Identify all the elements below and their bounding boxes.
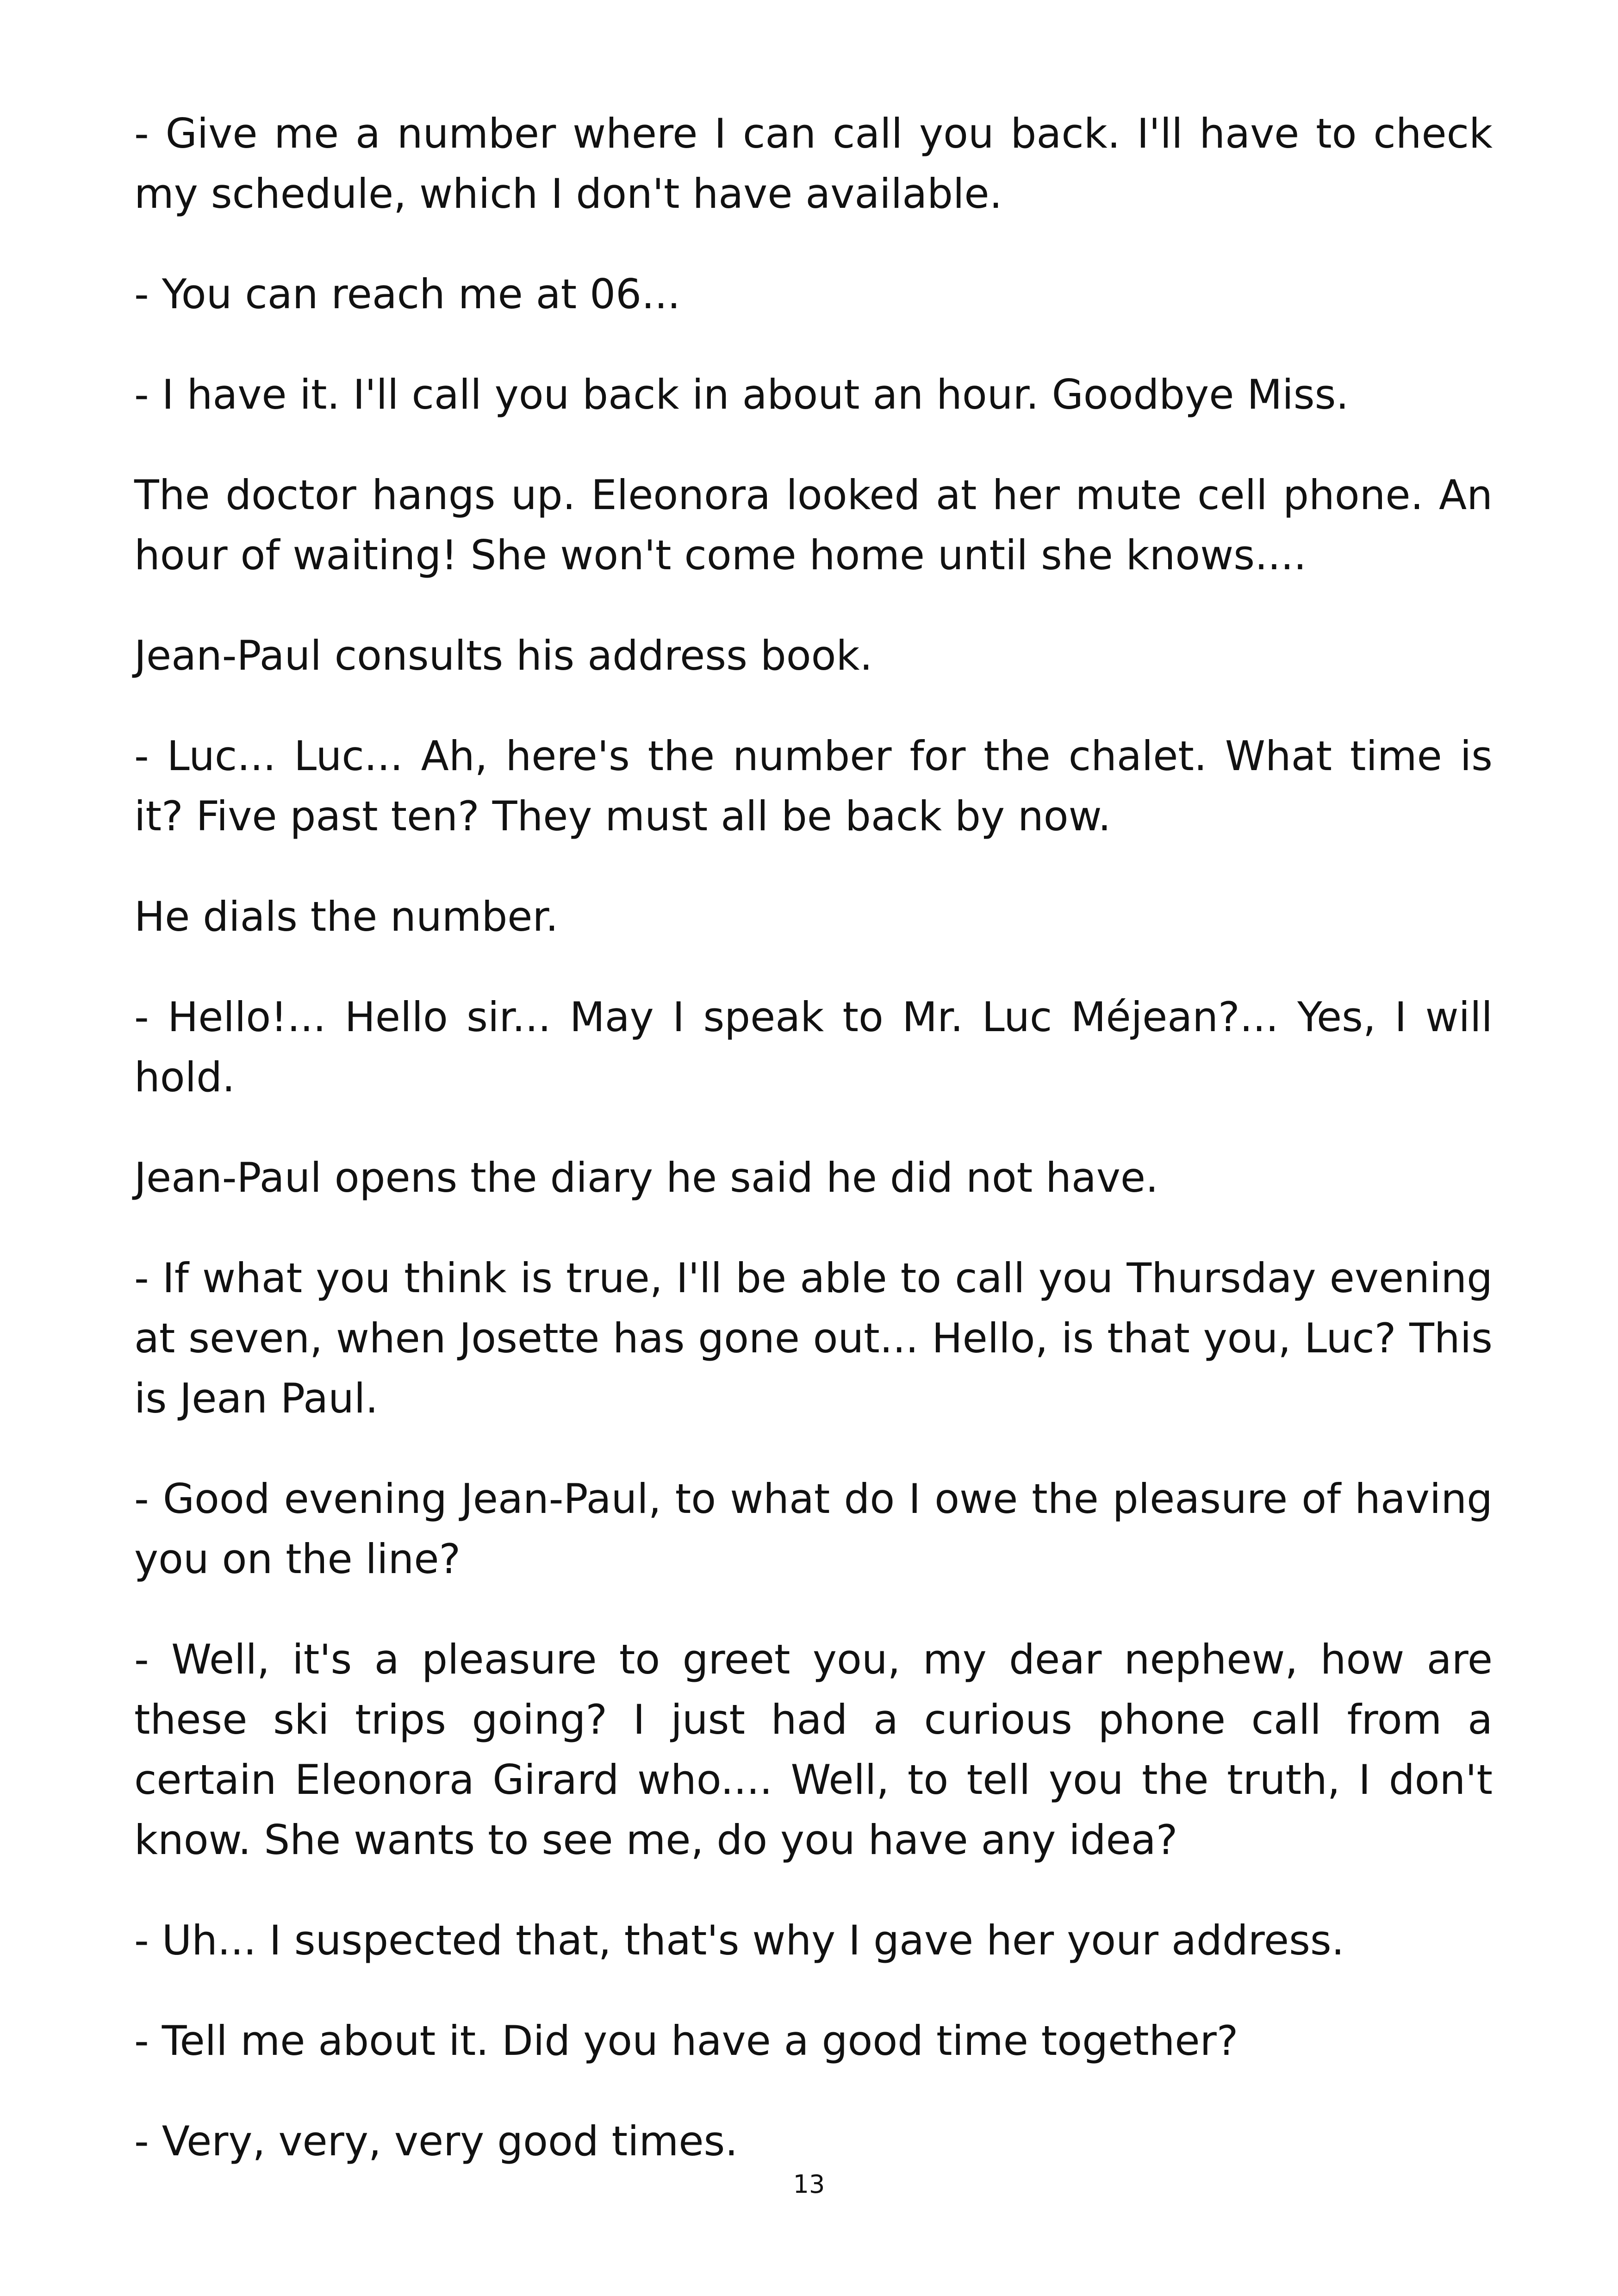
paragraph: Jean-Paul opens the diary he said he did not have. bbox=[134, 1154, 1159, 1201]
paragraph: - Give me a number where I can call you back. I'll have to check my schedule, which I don't have available. bbox=[134, 110, 1493, 218]
paragraph: - Very, very, very good times. bbox=[134, 2117, 738, 2165]
paragraph: - If what you think is true, I'll be able to call you Thursday evening at seven, when Josette has gone out... Hello, is that you, Luc? This is Jean Paul. bbox=[134, 1254, 1493, 1422]
page-number: 13 bbox=[793, 2170, 825, 2199]
paragraph: The doctor hangs up. Eleonora looked at her mute cell phone. An hour of waiting! She won't come home until she knows.... bbox=[134, 471, 1493, 579]
body-text bbox=[134, 104, 1493, 2212]
paragraph: - Good evening Jean-Paul, to what do I owe the pleasure of having you on the line? bbox=[134, 1475, 1493, 1583]
paragraph: - Luc... Luc... Ah, here's the number for the chalet. What time is it? Five past ten? They must all be back by now. bbox=[134, 732, 1493, 840]
paragraph: - Uh... I suspected that, that's why I gave her your address. bbox=[134, 1916, 1344, 1964]
paragraph: - I have it. I'll call you back in about an hour. Goodbye Miss. bbox=[134, 371, 1349, 418]
paragraph: - You can reach me at 06... bbox=[134, 270, 681, 318]
paragraph: - Hello!... Hello sir... May I speak to Mr. Luc Méjean?... Yes, I will hold. bbox=[134, 993, 1493, 1101]
paragraph: - Well, it's a pleasure to greet you, my dear nephew, how are these ski trips going? I just had a curious phone call from a certain Eleonora Girard who.... Well, to tell you the truth, I don't know. She wants to see me, do you have any idea? bbox=[134, 1636, 1493, 1864]
paragraph: Jean-Paul consults his address book. bbox=[134, 632, 873, 679]
paragraph: - Tell me about it. Did you have a good time together? bbox=[134, 2017, 1238, 2065]
paragraph: He dials the number. bbox=[134, 893, 559, 940]
